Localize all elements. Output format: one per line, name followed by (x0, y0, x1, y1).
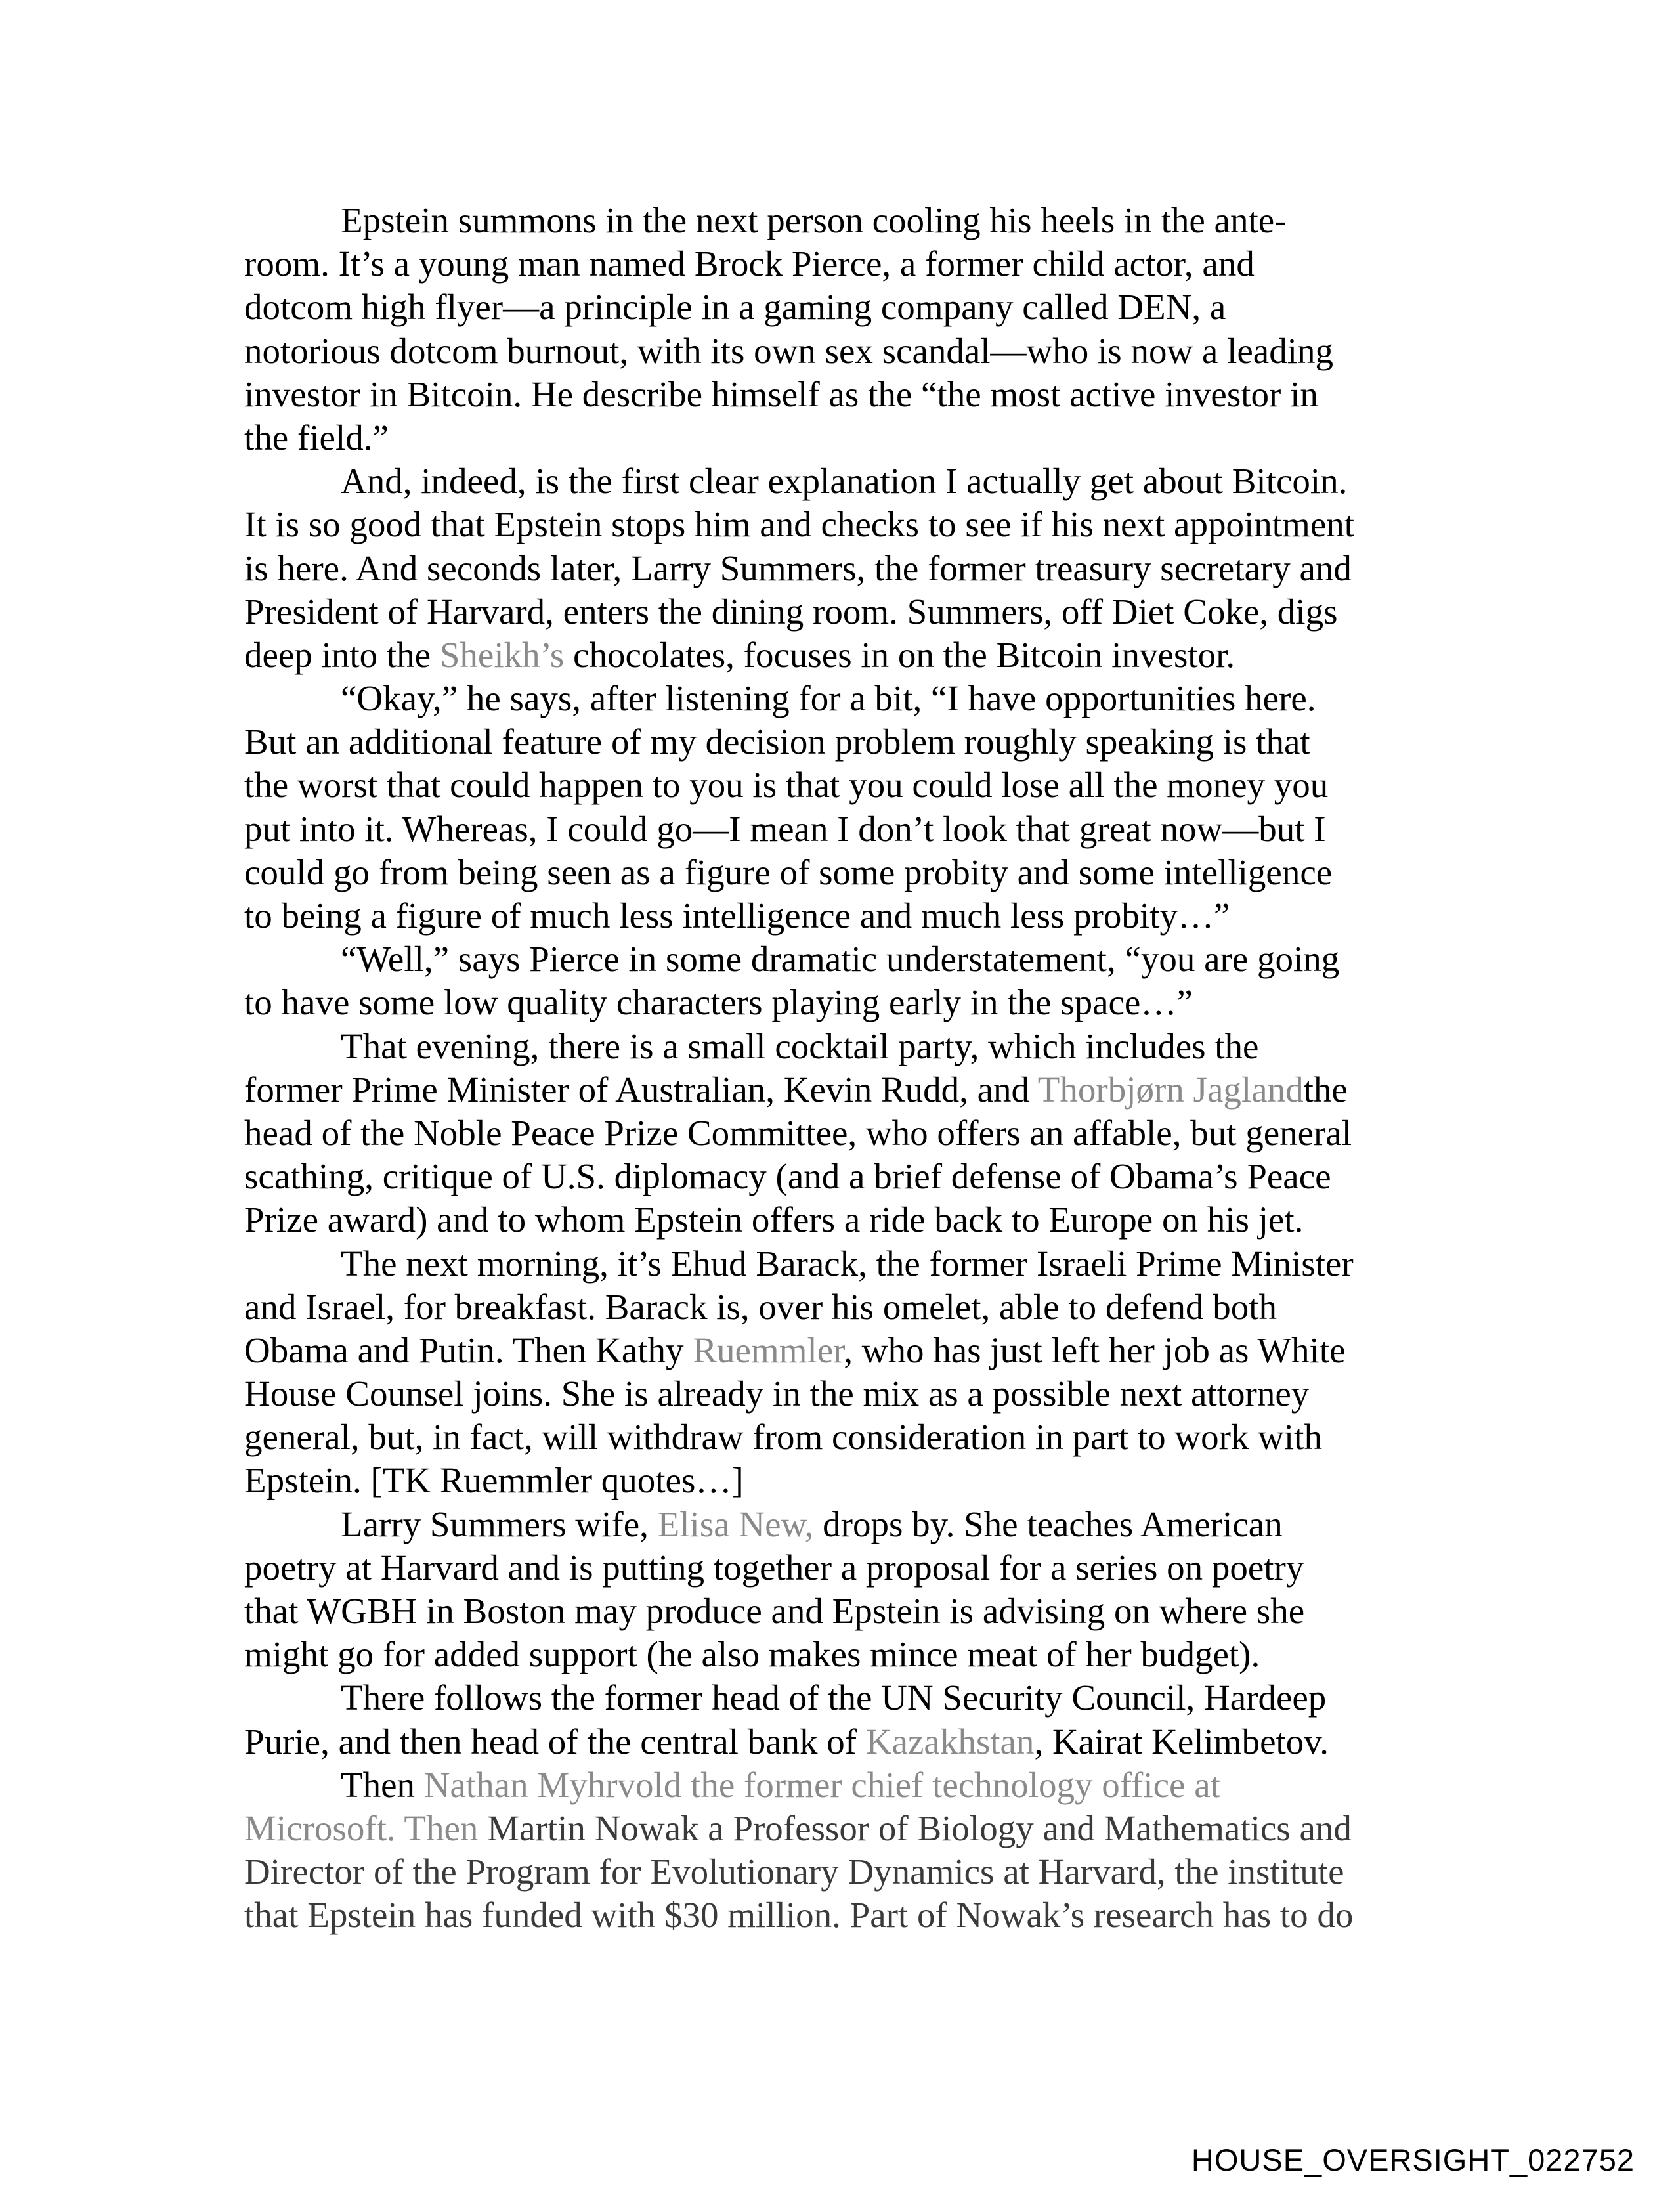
text-line (244, 894, 1426, 938)
text-line (244, 720, 1426, 764)
text-segment: the (1303, 1069, 1348, 1110)
text-segment: room. It’s a young man named Brock Pierce, a former child actor, and (244, 244, 1255, 284)
text-segment: poetry at Harvard and is putting together a proposal for a series on poetry (244, 1547, 1304, 1588)
text-line (244, 373, 1426, 416)
text-segment: former Prime Minister of Australian, Kevin Rudd, and (244, 1069, 1038, 1110)
text-line (244, 1242, 1426, 1286)
text-line (244, 764, 1426, 807)
text-line (244, 1286, 1426, 1329)
text-line (244, 199, 1426, 242)
highlighted-text-segment: Kazakhstan (865, 1721, 1035, 1762)
text-line (244, 1416, 1426, 1459)
highlighted-text-segment: Microsoft. Then (244, 1808, 488, 1848)
text-segment: And, indeed, is the first clear explanation I actually get about Bitcoin. (341, 461, 1348, 502)
text-line (244, 938, 1426, 981)
text-line (244, 1633, 1426, 1676)
text-segment: The next morning, it’s Ehud Barack, the former Israeli Prime Minister (341, 1243, 1354, 1284)
text-line (244, 330, 1426, 373)
text-line (244, 677, 1426, 720)
text-segment: chocolates, focuses in on the Bitcoin investor. (564, 634, 1235, 675)
highlighted-text-segment: Nathan Myhrvold the former chief technology office at (423, 1764, 1220, 1805)
text-line (244, 1155, 1426, 1198)
text-segment: put into it. Whereas, I could go—I mean I don’t look that great now—but I (244, 808, 1326, 849)
text-line (244, 590, 1426, 634)
text-segment: deep into the (244, 634, 440, 675)
text-segment: “Okay,” he says, after listening for a bit, “I have opportunities here. (341, 678, 1316, 719)
highlighted-text-segment: Martin Nowak a Professor of Biology and Mathematics and (487, 1808, 1352, 1848)
text-segment: that WGBH in Boston may produce and Epstein is advising on where she (244, 1591, 1305, 1631)
text-segment: notorious dotcom burnout, with its own sex scandal—who is now a leading (244, 330, 1333, 371)
text-line (244, 1503, 1426, 1546)
text-segment: Prize award) and to whom Epstein offers a ride back to Europe on his jet. (244, 1200, 1304, 1240)
text-segment: the field.” (244, 417, 389, 458)
text-line (244, 1546, 1426, 1590)
text-segment: investor in Bitcoin. He describe himself as the “the most active investor in (244, 374, 1318, 414)
highlighted-text-segment: Director of the Program for Evolutionary Dynamics at Harvard, the institute (244, 1852, 1344, 1892)
text-segment: the worst that could happen to you is that you could lose all the money you (244, 765, 1329, 806)
bates-number: HOUSE_OVERSIGHT_022752 (1191, 2142, 1635, 2177)
text-line (244, 1198, 1426, 1242)
text-line (244, 1764, 1426, 1807)
text-segment: There follows the former head of the UN Security Council, Hardeep (341, 1678, 1327, 1718)
text-segment: to being a figure of much less intelligence and much less probity…” (244, 896, 1230, 936)
text-segment: Then (341, 1764, 424, 1805)
text-line (244, 1894, 1426, 1937)
text-line (244, 1112, 1426, 1155)
text-segment: head of the Noble Peace Prize Committee, who offers an affable, but general (244, 1112, 1352, 1153)
text-line (244, 286, 1426, 329)
text-line (244, 1459, 1426, 1502)
text-segment: scathing, critique of U.S. diplomacy (and a brief defense of Obama’s Peace (244, 1156, 1331, 1197)
text-segment: Epstein summons in the next person cooling his heels in the ante- (341, 200, 1287, 240)
document-body (244, 199, 1426, 1938)
text-segment: It is so good that Epstein stops him and checks to see if his next appointment (244, 504, 1355, 545)
text-line (244, 1807, 1426, 1850)
text-segment: Obama and Putin. Then Kathy (244, 1330, 693, 1370)
text-segment: That evening, there is a small cocktail party, which includes the (341, 1026, 1259, 1066)
text-segment: general, but, in fact, will withdraw from consideration in part to work with (244, 1417, 1322, 1458)
text-line (244, 1720, 1426, 1764)
highlighted-text-segment: that Epstein has funded with $30 million. Part of Nowak’s research has to do (244, 1895, 1354, 1936)
text-line (244, 460, 1426, 503)
text-line (244, 547, 1426, 590)
text-line (244, 1068, 1426, 1112)
text-line (244, 981, 1426, 1024)
text-line (244, 1372, 1426, 1416)
highlighted-text-segment: Elisa New, (657, 1504, 814, 1544)
text-line (244, 808, 1426, 851)
text-line (244, 634, 1426, 677)
text-segment: Purie, and then head of the central bank of (244, 1721, 866, 1762)
highlighted-text-segment: Thorbjørn Jagland (1037, 1069, 1304, 1110)
text-line (244, 1025, 1426, 1068)
highlighted-text-segment: Ruemmler (693, 1330, 844, 1370)
text-segment: , who has just left her job as White (844, 1330, 1346, 1370)
text-segment: House Counsel joins. She is already in the mix as a possible next attorney (244, 1374, 1310, 1414)
text-segment: Epstein. [TK Ruemmler quotes…] (244, 1460, 744, 1501)
text-segment: , Kairat Kelimbetov. (1034, 1721, 1329, 1762)
text-line (244, 416, 1426, 460)
highlighted-text-segment: Sheikh’s (439, 634, 565, 675)
text-line (244, 503, 1426, 546)
text-segment: to have some low quality characters playing early in the space…” (244, 982, 1193, 1023)
text-line (244, 851, 1426, 894)
text-segment: and Israel, for breakfast. Barack is, over his omelet, able to defend both (244, 1286, 1277, 1327)
text-segment: “Well,” says Pierce in some dramatic understatement, “you are going (341, 939, 1340, 980)
text-segment: Larry Summers wife, (341, 1504, 658, 1544)
text-segment: is here. And seconds later, Larry Summers, the former treasury secretary and (244, 548, 1352, 588)
text-segment: But an additional feature of my decision problem roughly speaking is that (244, 722, 1310, 762)
text-segment: dotcom high flyer—a principle in a gaming company called DEN, a (244, 287, 1226, 328)
text-line (244, 242, 1426, 286)
text-segment: could go from being seen as a figure of some probity and some intelligence (244, 852, 1333, 892)
text-segment: drops by. She teaches American (813, 1504, 1283, 1544)
text-line (244, 1329, 1426, 1372)
text-line (244, 1676, 1426, 1720)
text-line (244, 1850, 1426, 1894)
text-line (244, 1590, 1426, 1633)
text-segment: President of Harvard, enters the dining room. Summers, off Diet Coke, digs (244, 591, 1338, 632)
text-segment: might go for added support (he also makes mince meat of her budget). (244, 1634, 1260, 1675)
